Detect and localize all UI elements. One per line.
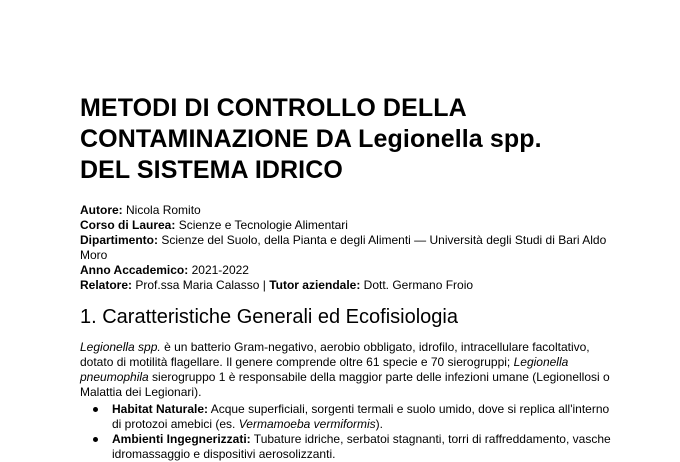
meta-author-value: Nicola Romito — [126, 203, 201, 217]
para-text-2: sierogruppo 1 è responsabile della maggior parte delle infezioni umane (Legionellosi o Malattia dei Legionari). — [80, 370, 610, 399]
meta-supervisor-value: Prof.ssa Maria Calasso — [135, 278, 260, 292]
section-heading: 1. Caratteristiche Generali ed Ecofisiologia — [80, 306, 458, 328]
bullet-dot-icon — [93, 407, 98, 412]
title-genus: Legionella spp. — [358, 125, 542, 153]
bullet-dot-icon — [93, 437, 98, 442]
bullet-label: Habitat Naturale: — [112, 402, 209, 416]
meta-department-value: Scienze del Suolo, della Pianta e degli Alimenti — Università degli Studi di Bari Aldo Moro — [80, 233, 607, 262]
meta-author — [80, 203, 620, 218]
meta-tutor-value: Dott. Germano Froio — [363, 278, 474, 292]
meta-department-label: Dipartimento: — [80, 233, 158, 247]
title-line-2a: CONTAMINAZIONE DA — [80, 125, 359, 153]
para-species: Legionella pneumophila — [80, 355, 569, 384]
meta-author-label: Autore: — [80, 203, 123, 217]
title-line-3: DEL SISTEMA IDRICO — [80, 156, 343, 184]
bullet-tail: ). — [375, 417, 383, 431]
meta-year-label: Anno Accademico: — [80, 263, 189, 277]
document-title — [80, 93, 620, 186]
title-line-1: METODI DI CONTROLLO DELLA — [80, 94, 467, 122]
thesis-metadata — [80, 203, 620, 293]
para-text-1: è un batterio Gram-negativo, aerobio obbligato, idrofilo, intracellulare facoltativo, dotato di motilità flagellare. Il genere comprende oltre 61 specie e 70 sierogruppi; — [80, 340, 590, 369]
list-item — [80, 402, 620, 432]
meta-year-value: 2021-2022 — [191, 263, 249, 277]
meta-supervisor-label: Relatore: — [80, 278, 133, 292]
section-paragraph — [80, 340, 615, 400]
meta-course — [80, 218, 620, 233]
bullet-label: Ambienti Ingegnerizzati: — [112, 432, 251, 446]
bullet-italic: Vermamoeba vermiformis — [238, 417, 376, 431]
meta-year — [80, 263, 620, 278]
meta-course-value: Scienze e Tecnologie Alimentari — [178, 218, 348, 232]
para-genus: Legionella spp. — [80, 340, 161, 354]
meta-department — [80, 233, 620, 263]
meta-tutor-label: Tutor aziendale: — [269, 278, 361, 292]
bullet-text: Tubature idriche, serbatoi stagnanti, torri di raffreddamento, vasche idromassaggio e dispositivi aerosolizzanti. — [112, 432, 611, 461]
meta-separator: | — [259, 278, 270, 292]
bullet-text: Acque superficiali, sorgenti termali e suolo umido, dove si replica all'interno di protozoi amebici (es. — [112, 402, 610, 431]
meta-course-label: Corso di Laurea: — [80, 218, 176, 232]
meta-supervisor — [80, 278, 620, 293]
bullet-list — [80, 402, 620, 462]
list-item — [80, 432, 620, 462]
